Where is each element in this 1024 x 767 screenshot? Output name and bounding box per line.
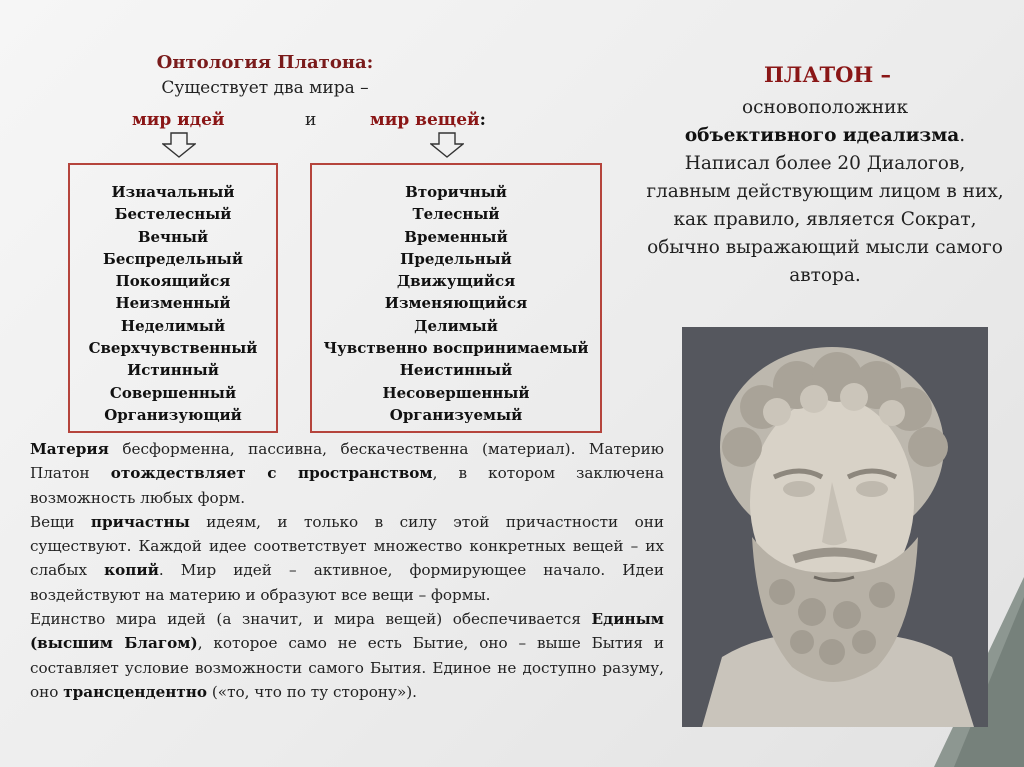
slide-title: Онтология Платона: xyxy=(156,52,374,73)
ideas-list xyxy=(70,181,276,426)
list-item: Неделимый xyxy=(120,316,226,335)
plato-description xyxy=(640,94,1010,290)
world-of-things-label xyxy=(370,110,486,130)
text-span: бесформенна, пассивна, бескачественна (материал). Материю Платон xyxy=(30,440,664,483)
list-item: Бестелесный xyxy=(114,205,232,224)
things-box xyxy=(310,163,602,433)
down-arrow-icon xyxy=(162,132,196,158)
list-item: Сверхчувственный xyxy=(88,339,258,358)
paragraph-matter xyxy=(30,437,664,510)
list-item: Совершенный xyxy=(109,383,237,402)
main-text xyxy=(30,437,664,704)
list-item: Организующий xyxy=(104,405,242,424)
list-item: Истинный xyxy=(127,361,219,380)
list-item: Телесный xyxy=(412,205,500,224)
text-span: , в котором заключена возможность любых форм. xyxy=(30,464,664,507)
list-item: Вечный xyxy=(137,227,209,246)
things-list xyxy=(312,181,600,426)
list-item: Вторичный xyxy=(405,183,507,201)
list-item: Движущийся xyxy=(396,272,516,291)
text-span: идеям, и только в силу этой причастности они существуют. Каждой идее соответствует множество конкретных вещей – их слабых xyxy=(30,512,665,580)
plato-name: ПЛАТОН – xyxy=(763,62,892,87)
period: . xyxy=(959,125,966,146)
term-transcendent: трансцендентно xyxy=(63,682,208,701)
down-arrow-icon xyxy=(430,132,464,158)
objective-idealism-bold: объективного идеализма xyxy=(684,125,960,146)
paragraph-things xyxy=(30,510,664,607)
term-matter: Материя xyxy=(30,440,109,458)
term-space: отождествляет с пространством xyxy=(110,464,433,483)
list-item: Делимый xyxy=(414,316,498,335)
text-span: Единство мира идей (а значит, и мира вещей) обеспечивается xyxy=(30,610,592,629)
list-item: Покоящийся xyxy=(115,272,231,291)
text-span: Вещи xyxy=(30,512,91,531)
list-item: Беспредельный xyxy=(103,249,243,268)
term-participate: причастны xyxy=(90,512,190,531)
list-item: Неистинный xyxy=(399,361,513,380)
text-span: , которое само не есть Бытие, оно – выше Бытия и составляет условие возможности самого Бытия. Единое не доступно разуму, оно xyxy=(30,634,665,701)
list-item: Несовершенный xyxy=(382,383,530,402)
list-item: Предельный xyxy=(400,249,512,268)
ideas-box xyxy=(68,163,278,433)
desc-line-2 xyxy=(640,122,1010,150)
colon: : xyxy=(479,110,486,130)
text-span: («то, что по ту сторону»). xyxy=(207,682,417,701)
list-item: Временный xyxy=(404,227,508,246)
desc-line-3: Написал более 20 Диалогов, главным действующим лицом в них, как правило, является Сократ, обычно выражающий мысли самого автора. xyxy=(646,153,1004,286)
list-item: Организуемый xyxy=(389,405,523,424)
text-span: . Мир идей – активное, формирующее начало. Идеи воздействуют на материю и образуют все вещи – формы. xyxy=(30,561,664,604)
list-item: Изначальный xyxy=(111,183,235,201)
world-of-ideas-label: мир идей xyxy=(132,110,225,130)
desc-line-1: основоположник xyxy=(741,97,909,118)
plato-heading xyxy=(650,62,1005,87)
and-word: и xyxy=(305,110,317,130)
paragraph-one xyxy=(30,607,664,704)
slide-subtitle: Существует два мира – xyxy=(161,78,369,98)
list-item: Неизменный xyxy=(115,294,231,313)
things-label-text: мир вещей xyxy=(370,110,480,130)
list-item: Изменяющийся xyxy=(384,294,528,313)
term-copies: копий xyxy=(104,561,159,580)
list-item: Чувственно воспринимаемый xyxy=(323,339,589,358)
plato-portrait-image xyxy=(682,327,988,727)
term-the-one: Единым (высшим Благом) xyxy=(30,610,664,653)
